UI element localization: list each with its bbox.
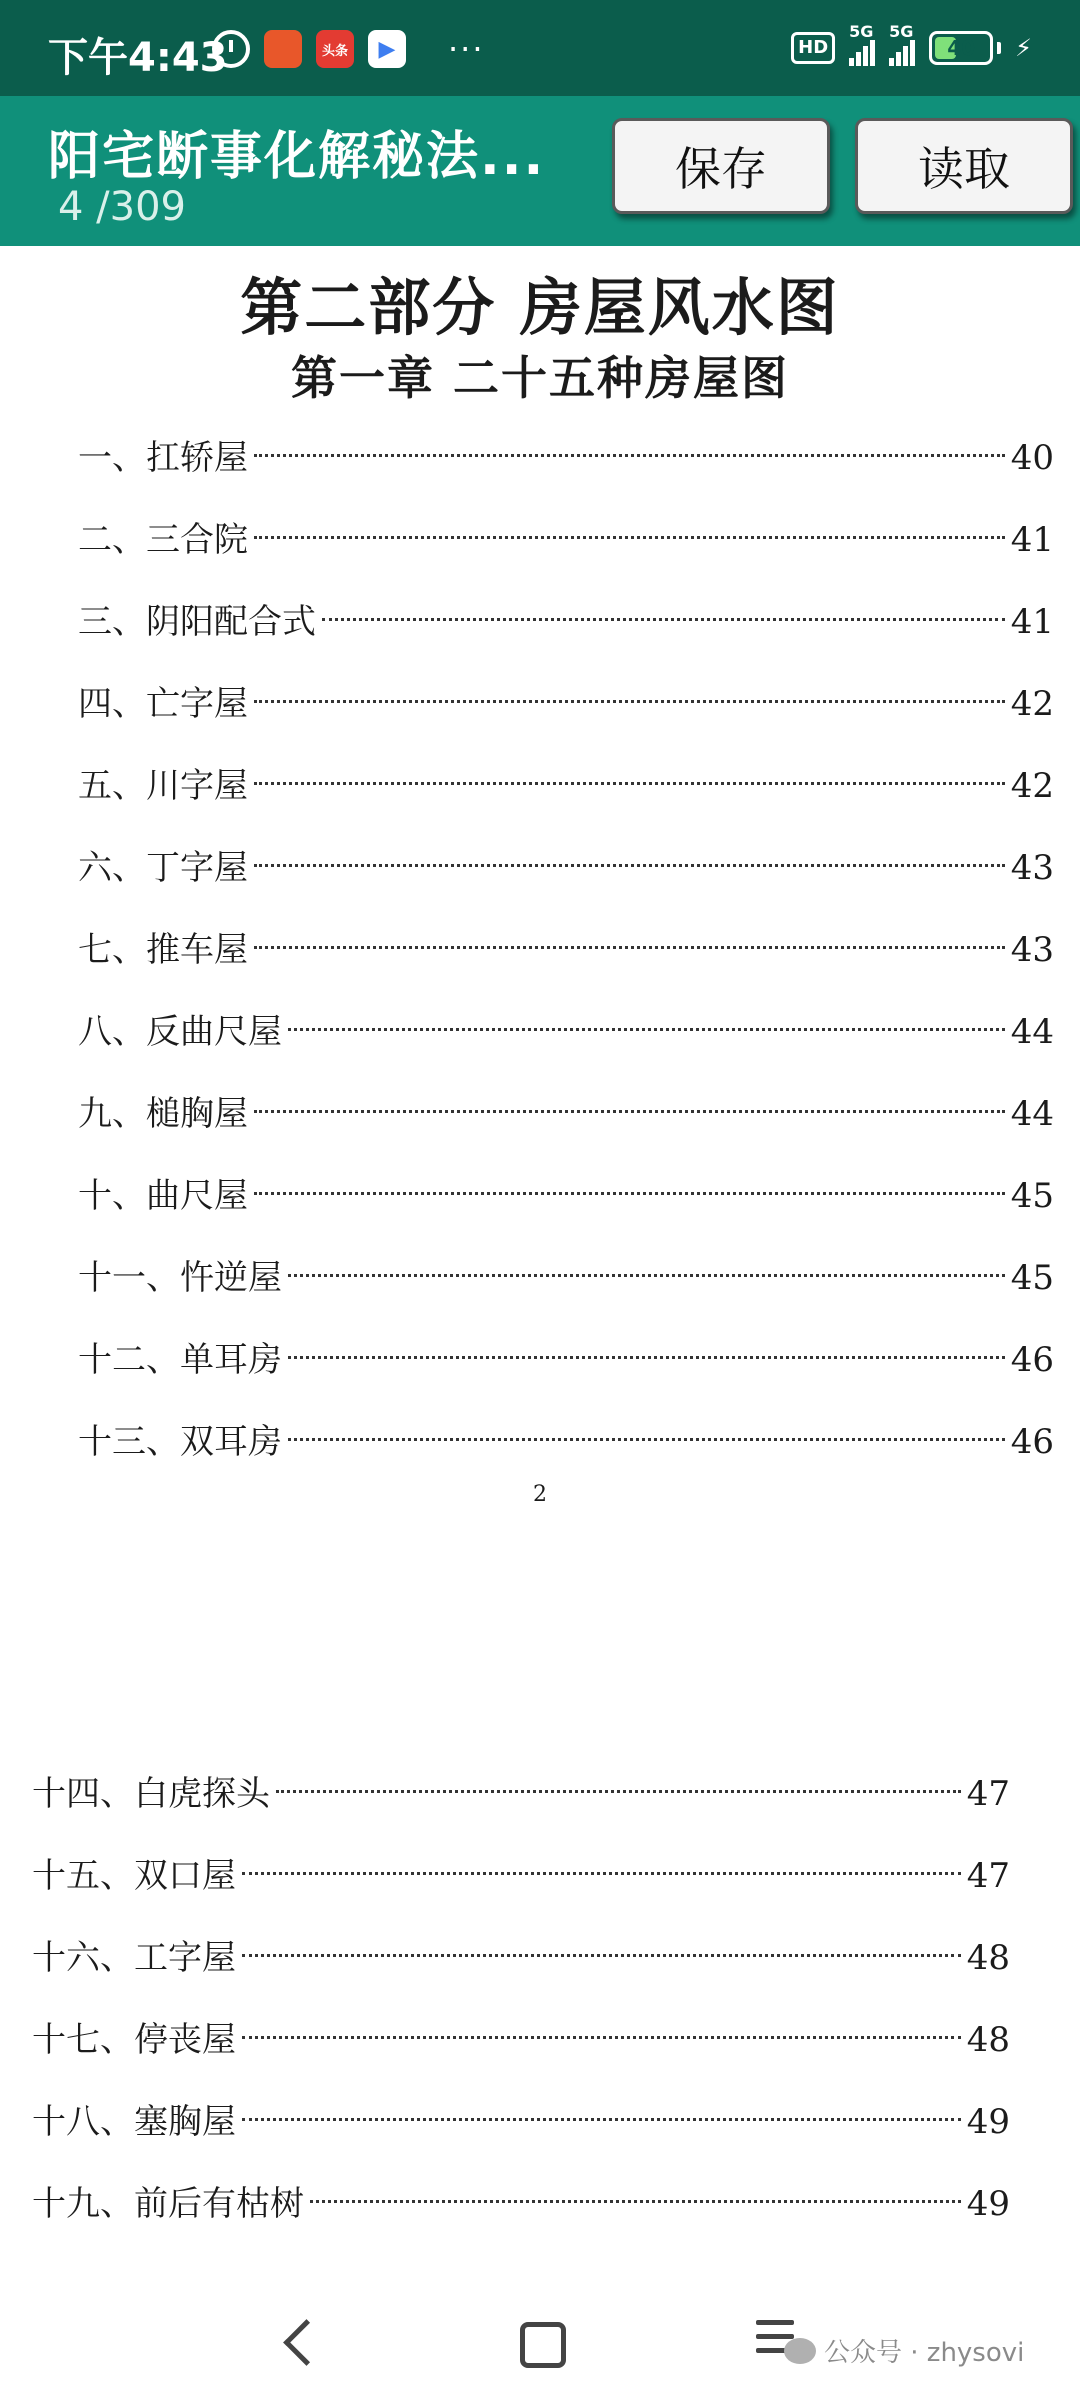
home-icon[interactable] (520, 2322, 566, 2368)
battery-nub (997, 42, 1001, 54)
toc-leader-dots (288, 1356, 1005, 1359)
toc-entry-page: 48 (966, 1938, 1010, 1978)
battery-icon (929, 31, 993, 65)
toc-entry[interactable] (32, 1848, 1010, 1904)
toc-entry-title: 十二、单耳房 (78, 1340, 282, 1380)
back-icon[interactable] (283, 2319, 330, 2366)
toutiao-notification-icon: 头条 (316, 30, 354, 68)
app-notification-icon (264, 30, 302, 68)
toc-entry-page: 45 (1010, 1176, 1054, 1216)
toc-entry-page: 46 (1010, 1422, 1054, 1462)
toc-entry[interactable] (78, 1414, 1054, 1470)
app-bar (0, 96, 1080, 246)
toc-entry[interactable] (78, 922, 1054, 978)
toc-entry-page: 45 (1010, 1258, 1054, 1298)
toc-entry-title: 八、反曲尺屋 (78, 1012, 282, 1052)
toc-entry[interactable] (78, 594, 1054, 650)
toc-entry-page: 49 (966, 2184, 1010, 2224)
alarm-icon (212, 30, 250, 68)
toc-entry[interactable] (78, 430, 1054, 486)
toc-entry-title: 十五、双口屋 (32, 1856, 236, 1896)
toc-entry-title: 十一、忤逆屋 (78, 1258, 282, 1298)
hd-voice-icon: HD (791, 32, 835, 64)
signal-bar (896, 52, 901, 66)
toc-entry-page: 43 (1010, 848, 1054, 888)
part-title: 第二部分 房屋风水图 (240, 271, 840, 344)
toc-entry-title: 十七、停丧屋 (32, 2020, 236, 2060)
toc-leader-dots (254, 864, 1005, 867)
signal-bar (856, 52, 861, 66)
toc-entry[interactable] (78, 676, 1054, 732)
toc-leader-dots (242, 2036, 961, 2039)
toc-leader-dots (254, 946, 1005, 949)
network-type-label: 5G (889, 22, 914, 41)
toc-leader-dots (322, 618, 1005, 621)
toc-entry-title: 五、川字屋 (78, 766, 248, 806)
toc-entry[interactable] (32, 1766, 1010, 1822)
save-button[interactable]: 保存 (612, 118, 830, 214)
toc-entry[interactable] (78, 1004, 1054, 1060)
toc-entry-title: 十八、塞胸屋 (32, 2102, 236, 2142)
status-bar (0, 0, 1080, 96)
toc-entry-page: 40 (1010, 438, 1054, 478)
toc-leader-dots (276, 1790, 961, 1793)
toc-entry-title: 十四、白虎探头 (32, 1774, 270, 1814)
toc-entry[interactable] (78, 1086, 1054, 1142)
toc-entry[interactable] (32, 2012, 1010, 2068)
toc-entry[interactable] (78, 1168, 1054, 1224)
watermark (784, 2332, 1024, 2369)
page-number-footer: 2 (533, 1482, 547, 1507)
network-type-label: 5G (849, 22, 874, 41)
toc-leader-dots (254, 454, 1005, 457)
signal-icon-sim2 (889, 22, 915, 66)
toc-entry[interactable] (78, 1332, 1054, 1388)
toc-entry-page: 46 (1010, 1340, 1054, 1380)
toc-leader-dots (254, 1110, 1005, 1113)
toc-entry-page: 42 (1010, 684, 1054, 724)
toc-leader-dots (288, 1274, 1005, 1277)
toc-entry-title: 九、槌胸屋 (78, 1094, 248, 1134)
toc-entry-title: 十、曲尺屋 (78, 1176, 248, 1216)
signal-icon-sim1 (849, 22, 875, 66)
charging-icon: ⚡ (1015, 34, 1032, 62)
status-time: 下午4:43 (48, 35, 228, 81)
signal-bar (870, 40, 875, 66)
toc-entry[interactable] (32, 1930, 1010, 1986)
toc-leader-dots (254, 782, 1005, 785)
document-title: 阳宅断事化解秘法... (48, 127, 546, 187)
toc-entry-page: 41 (1010, 520, 1054, 560)
toc-entry-title: 十三、双耳房 (78, 1422, 282, 1462)
toc-leader-dots (288, 1028, 1005, 1031)
toc-entry[interactable] (32, 2094, 1010, 2150)
document-page[interactable] (0, 246, 1080, 2346)
signal-bar (863, 46, 868, 66)
wechat-icon (784, 2338, 816, 2364)
status-icons-left (212, 30, 485, 68)
toc-leader-dots (242, 2118, 961, 2121)
toc-entry-page: 48 (966, 2020, 1010, 2060)
toc-entry[interactable] (78, 512, 1054, 568)
signal-bar (849, 58, 854, 66)
toc-entry-page: 42 (1010, 766, 1054, 806)
toc-leader-dots (242, 1872, 961, 1875)
toc-leader-dots (254, 1192, 1005, 1195)
toc-entry-title: 十九、前后有枯树 (32, 2184, 304, 2224)
watermark-text: 公众号 · zhysovi (824, 2338, 1025, 2368)
video-notification-icon: ▶ (368, 30, 406, 68)
signal-bar (903, 46, 908, 66)
toc-entry-page: 41 (1010, 602, 1054, 642)
toc-entry-page: 49 (966, 2102, 1010, 2142)
menu-line (756, 2320, 794, 2325)
chapter-title: 第一章 二十五种房屋图 (290, 351, 789, 405)
signal-bar (889, 58, 894, 66)
toc-entry[interactable] (32, 2176, 1010, 2232)
toc-leader-dots (242, 1954, 961, 1957)
toc-leader-dots (254, 700, 1005, 703)
status-icons-right (791, 22, 1032, 66)
toc-entry[interactable] (78, 1250, 1054, 1306)
load-button[interactable]: 读取 (855, 118, 1073, 214)
navigation-bar (0, 2300, 1080, 2400)
signal-bar (910, 40, 915, 66)
page-counter: 4 /309 (58, 184, 186, 230)
battery-level: 40 (947, 36, 976, 60)
toc-entry-title: 二、三合院 (78, 520, 248, 560)
toc-entry[interactable] (78, 840, 1054, 896)
more-notifications-icon: ··· (448, 30, 485, 68)
toc-entry-title: 一、扛轿屋 (78, 438, 248, 478)
toc-entry[interactable] (78, 758, 1054, 814)
toc-entry-title: 十六、工字屋 (32, 1938, 236, 1978)
toc-leader-dots (254, 536, 1005, 539)
toc-entry-title: 六、丁字屋 (78, 848, 248, 888)
toc-entry-title: 七、推车屋 (78, 930, 248, 970)
toc-entry-page: 47 (966, 1856, 1010, 1896)
toc-entry-page: 44 (1010, 1094, 1054, 1134)
toc-leader-dots (310, 2200, 961, 2203)
toc-entry-title: 三、阴阳配合式 (78, 602, 316, 642)
toc-entry-page: 44 (1010, 1012, 1054, 1052)
toc-leader-dots (288, 1438, 1005, 1441)
toc-entry-page: 47 (966, 1774, 1010, 1814)
toc-entry-title: 四、亡字屋 (78, 684, 248, 724)
toc-entry-page: 43 (1010, 930, 1054, 970)
